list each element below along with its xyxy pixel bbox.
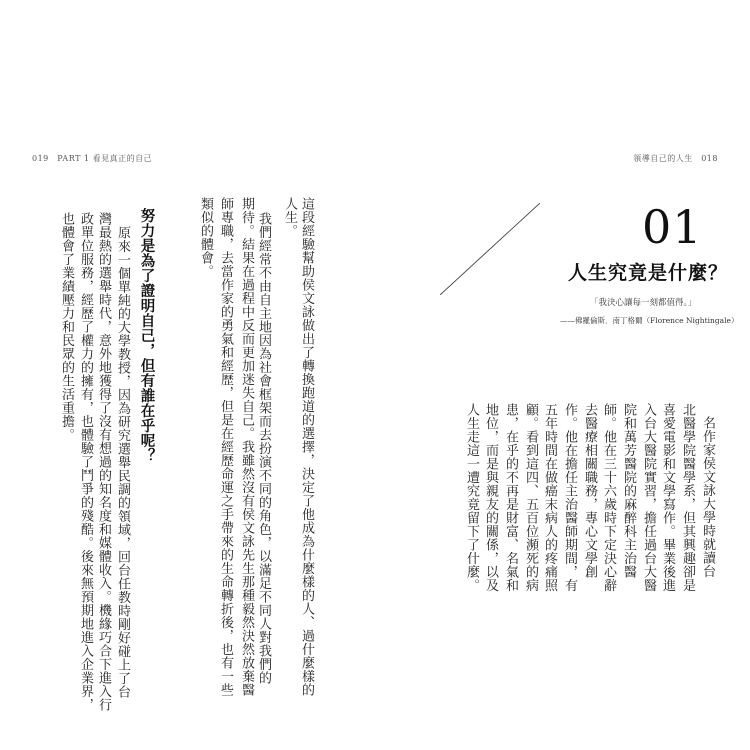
- text-column: 政單位服務，經歷了權力的擁有，也體驗了鬥爭的殘酷。後來無預期地進入企業界，: [78, 212, 93, 712]
- text-column: 去醫療相關職務，專心文學創: [582, 403, 597, 579]
- text-column: 地位，而是與親友的關係，以及: [483, 403, 498, 592]
- left-running-head: 019 PART 1 看見真正的自己: [32, 154, 153, 163]
- text-column: 顧。看到這四、五百位瀕死的病: [523, 403, 538, 592]
- epigraph-attribution: ——佛羅倫斯．南丁格爾（Florence Nightingale）: [560, 316, 739, 325]
- text-column: 師。他在三十六歲時下定決心辭: [601, 403, 616, 592]
- decorative-diagonal-line: [440, 203, 540, 295]
- chapter-number: 01: [642, 200, 703, 254]
- right-page: [375, 0, 750, 750]
- text-column: 五年時間在做癌末病人的疼痛照: [542, 403, 557, 592]
- text-column: 作。他在擔任主治醫師期間，有: [562, 403, 577, 592]
- text-column: 喜愛電影和文學寫作。畢業後進: [660, 403, 675, 592]
- text-column: 人生走這一遭究竟留下了什麼。: [464, 403, 479, 592]
- chapter-title: 人生究竟是什麼？: [568, 262, 729, 284]
- text-column: 也體會了業績壓力和民眾的生活重擔。: [59, 212, 74, 442]
- text-column: 北醫學院醫學系，但其興趣卻是: [680, 403, 695, 592]
- text-column: 這段經驗幫助侯文詠做出了轉換跑道的選擇，決定了他成為什麼樣的人、過什麼樣的: [299, 197, 314, 697]
- text-column: 人生。: [282, 197, 297, 238]
- text-column: 師專職，去當作家的勇氣和經歷，但是在經歷命運之手帶來的生命轉折後，也有一些: [218, 197, 233, 697]
- text-column: 院和萬芳醫院的麻醉科主治醫: [621, 403, 636, 579]
- text-column: 名作家侯文詠大學時就讀台: [700, 416, 715, 578]
- text-column: 患，在乎的不再是財富、名氣和: [503, 403, 518, 592]
- text-column: 期待。結果在過程中反而更加迷失自己。我雖然沒有侯文詠先生那種毅然決然放棄醫: [239, 197, 254, 697]
- right-running-head: 領導自己的人生 018: [633, 154, 718, 163]
- epigraph-quote: 「我決心讓每一刻都值得。」: [590, 298, 697, 308]
- text-column: 類似的體會。: [198, 197, 213, 278]
- text-column: 原來一個單純的大學教授，因為研究選舉民調的領域，回台任教時剛好碰上了台: [115, 226, 130, 699]
- text-column: 灣最熱的選舉時代，意外地獲得了沒有想過的知名度和媒體收入。機緣巧合下進入行: [96, 212, 111, 712]
- text-column: 入台大醫院實習，擔任過台大醫: [641, 403, 656, 592]
- section-subheading: 努力是為了證明自己，但有誰在乎呢？: [138, 208, 156, 463]
- text-column: 我們經常不由自主地因為社會框架而去扮演不同的角色，以滿足不同人對我們的: [256, 212, 271, 685]
